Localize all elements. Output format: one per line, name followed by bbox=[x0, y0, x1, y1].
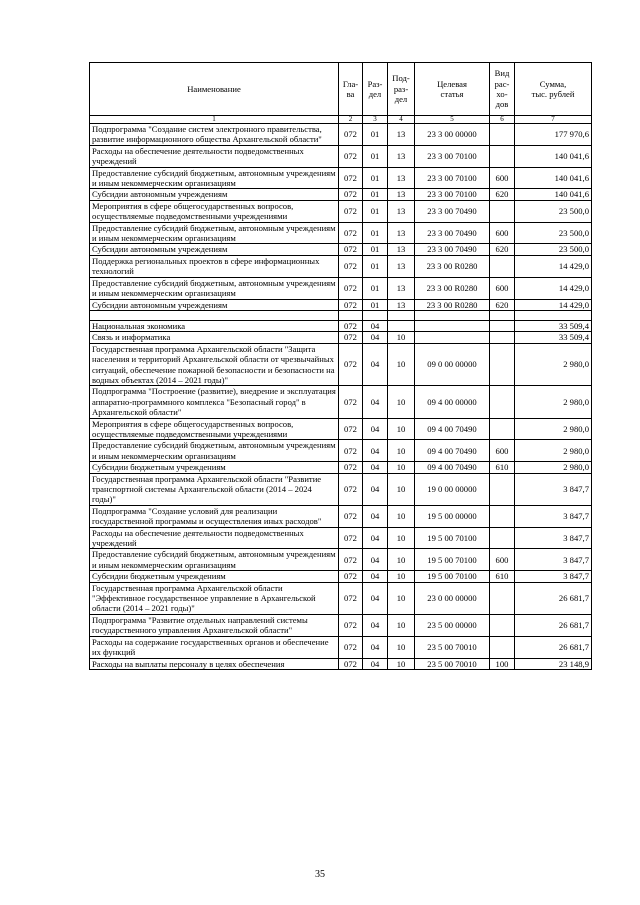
row-name: Предоставление субсидий бюджетным, автономным учреждениям и иным некоммерческим организациям bbox=[90, 167, 339, 189]
row-amount: 140 041,6 bbox=[515, 145, 592, 167]
row-name: Подпрограмма "Построение (развитие), внедрение и эксплуатация аппаратно-программного комплекса "Безопасный город" в Архангельской области" bbox=[90, 386, 339, 418]
row-amount: 3 847,7 bbox=[515, 549, 592, 571]
row-target: 23 5 00 00000 bbox=[415, 614, 490, 636]
row-expense-type bbox=[490, 200, 515, 222]
row-section bbox=[363, 310, 388, 320]
table-row bbox=[90, 189, 592, 200]
row-section: 04 bbox=[363, 582, 388, 614]
row-target: 23 3 00 R0280 bbox=[415, 299, 490, 310]
row-amount: 14 429,0 bbox=[515, 255, 592, 277]
table-row bbox=[90, 386, 592, 418]
row-amount: 2 980,0 bbox=[515, 418, 592, 440]
row-expense-type bbox=[490, 320, 515, 331]
table-row bbox=[90, 473, 592, 505]
row-chapter: 072 bbox=[339, 462, 363, 473]
header-section: Раз- дел bbox=[363, 63, 388, 116]
row-section: 01 bbox=[363, 299, 388, 310]
row-amount: 3 847,7 bbox=[515, 571, 592, 582]
row-expense-type bbox=[490, 386, 515, 418]
table-row bbox=[90, 277, 592, 299]
row-expense-type bbox=[490, 636, 515, 658]
row-name: Подпрограмма "Развитие отдельных направлений системы государственного управления Архангельской области" bbox=[90, 614, 339, 636]
row-section: 04 bbox=[363, 440, 388, 462]
table-row bbox=[90, 310, 592, 320]
row-section: 01 bbox=[363, 189, 388, 200]
row-chapter: 072 bbox=[339, 386, 363, 418]
column-number: 6 bbox=[490, 116, 515, 124]
row-name: Субсидии автономным учреждениям bbox=[90, 244, 339, 255]
row-section: 04 bbox=[363, 658, 388, 669]
row-expense-type: 620 bbox=[490, 299, 515, 310]
row-amount: 2 980,0 bbox=[515, 386, 592, 418]
header-name: Наименование bbox=[90, 63, 339, 116]
row-expense-type: 600 bbox=[490, 167, 515, 189]
row-chapter: 072 bbox=[339, 320, 363, 331]
row-subsection: 10 bbox=[388, 473, 415, 505]
column-number: 7 bbox=[515, 116, 592, 124]
row-chapter: 072 bbox=[339, 636, 363, 658]
row-subsection: 10 bbox=[388, 582, 415, 614]
row-target: 09 4 00 70490 bbox=[415, 418, 490, 440]
row-name: Субсидии автономным учреждениям bbox=[90, 299, 339, 310]
row-target bbox=[415, 310, 490, 320]
row-subsection: 10 bbox=[388, 462, 415, 473]
row-section: 04 bbox=[363, 505, 388, 527]
row-target: 09 4 00 00000 bbox=[415, 386, 490, 418]
row-section: 01 bbox=[363, 255, 388, 277]
column-number: 2 bbox=[339, 116, 363, 124]
table-row bbox=[90, 549, 592, 571]
column-number: 5 bbox=[415, 116, 490, 124]
row-name: Национальная экономика bbox=[90, 320, 339, 331]
row-subsection: 10 bbox=[388, 614, 415, 636]
row-amount: 26 681,7 bbox=[515, 614, 592, 636]
column-number: 3 bbox=[363, 116, 388, 124]
row-section: 01 bbox=[363, 145, 388, 167]
row-expense-type bbox=[490, 582, 515, 614]
row-section: 04 bbox=[363, 320, 388, 331]
row-amount: 26 681,7 bbox=[515, 582, 592, 614]
table-row bbox=[90, 658, 592, 669]
row-section: 04 bbox=[363, 636, 388, 658]
row-subsection: 13 bbox=[388, 145, 415, 167]
row-chapter bbox=[339, 310, 363, 320]
row-chapter: 072 bbox=[339, 189, 363, 200]
budget-table bbox=[89, 62, 592, 670]
row-amount: 33 509,4 bbox=[515, 332, 592, 343]
row-name: Расходы на обеспечение деятельности подведомственных учреждений bbox=[90, 145, 339, 167]
row-target: 23 3 00 70100 bbox=[415, 145, 490, 167]
row-target: 23 3 00 70490 bbox=[415, 200, 490, 222]
row-amount: 23 500,0 bbox=[515, 200, 592, 222]
header-chapter: Гла- ва bbox=[339, 63, 363, 116]
row-target: 23 0 00 00000 bbox=[415, 582, 490, 614]
row-amount: 3 847,7 bbox=[515, 505, 592, 527]
table-row bbox=[90, 255, 592, 277]
row-name: Подпрограмма "Создание условий для реализации государственной программы и осуществления иных расходов" bbox=[90, 505, 339, 527]
row-subsection: 10 bbox=[388, 658, 415, 669]
row-target bbox=[415, 332, 490, 343]
row-chapter: 072 bbox=[339, 124, 363, 146]
row-section: 01 bbox=[363, 222, 388, 244]
row-chapter: 072 bbox=[339, 527, 363, 549]
row-target: 19 5 00 70100 bbox=[415, 571, 490, 582]
table-row bbox=[90, 299, 592, 310]
row-section: 01 bbox=[363, 167, 388, 189]
row-target: 19 5 00 70100 bbox=[415, 549, 490, 571]
row-subsection: 10 bbox=[388, 418, 415, 440]
column-number-row bbox=[90, 116, 592, 124]
row-expense-type bbox=[490, 527, 515, 549]
row-name: Предоставление субсидий бюджетным, автономным учреждениям и иным некоммерческим организациям bbox=[90, 277, 339, 299]
row-name: Субсидии бюджетным учреждениям bbox=[90, 571, 339, 582]
row-expense-type: 600 bbox=[490, 277, 515, 299]
row-chapter: 072 bbox=[339, 200, 363, 222]
table-row bbox=[90, 343, 592, 386]
row-amount: 3 847,7 bbox=[515, 473, 592, 505]
row-name: Предоставление субсидий бюджетным, автономным учреждениям и иным некоммерческим организациям bbox=[90, 549, 339, 571]
table-row bbox=[90, 571, 592, 582]
table-row bbox=[90, 440, 592, 462]
row-chapter: 072 bbox=[339, 167, 363, 189]
row-chapter: 072 bbox=[339, 343, 363, 386]
row-target: 19 5 00 70100 bbox=[415, 527, 490, 549]
row-subsection: 13 bbox=[388, 255, 415, 277]
row-subsection: 13 bbox=[388, 167, 415, 189]
row-name: Расходы на обеспечение деятельности подведомственных учреждений bbox=[90, 527, 339, 549]
row-expense-type bbox=[490, 418, 515, 440]
row-section: 01 bbox=[363, 277, 388, 299]
table-row bbox=[90, 418, 592, 440]
row-section: 01 bbox=[363, 200, 388, 222]
header-row bbox=[90, 63, 592, 116]
row-subsection: 10 bbox=[388, 386, 415, 418]
row-amount: 26 681,7 bbox=[515, 636, 592, 658]
column-number: 1 bbox=[90, 116, 339, 124]
row-target: 23 3 00 R0280 bbox=[415, 255, 490, 277]
row-subsection: 13 bbox=[388, 222, 415, 244]
row-chapter: 072 bbox=[339, 658, 363, 669]
header-expense-type: Вид рас- хо- дов bbox=[490, 63, 515, 116]
row-subsection: 10 bbox=[388, 343, 415, 386]
row-amount bbox=[515, 310, 592, 320]
row-name bbox=[90, 310, 339, 320]
row-name: Расходы на содержание государственных органов и обеспечение их функций bbox=[90, 636, 339, 658]
table-row bbox=[90, 614, 592, 636]
row-expense-type: 620 bbox=[490, 244, 515, 255]
row-name: Мероприятия в сфере общегосударственных вопросов, осуществляемые подведомственными учреждениями bbox=[90, 418, 339, 440]
row-target: 23 3 00 70490 bbox=[415, 244, 490, 255]
row-subsection: 10 bbox=[388, 571, 415, 582]
row-amount: 23 148,9 bbox=[515, 658, 592, 669]
header-subsection: Под- раз- дел bbox=[388, 63, 415, 116]
row-name: Государственная программа Архангельской области "Защита населения и территорий Архангельской области от чрезвычайных ситуаций, обеспечение пожарной безопасности и безопасности на водных объектах (2014 – 2021 годы)" bbox=[90, 343, 339, 386]
row-subsection: 10 bbox=[388, 440, 415, 462]
row-amount: 14 429,0 bbox=[515, 277, 592, 299]
row-chapter: 072 bbox=[339, 614, 363, 636]
row-name: Государственная программа Архангельской области "Развитие транспортной системы Архангельской области (2014 – 2024 годы)" bbox=[90, 473, 339, 505]
row-target: 23 3 00 70100 bbox=[415, 167, 490, 189]
table-body bbox=[90, 124, 592, 670]
row-target: 09 4 00 70490 bbox=[415, 440, 490, 462]
row-expense-type: 600 bbox=[490, 549, 515, 571]
row-target: 19 0 00 00000 bbox=[415, 473, 490, 505]
table-row bbox=[90, 332, 592, 343]
row-subsection: 13 bbox=[388, 200, 415, 222]
row-chapter: 072 bbox=[339, 505, 363, 527]
column-number: 4 bbox=[388, 116, 415, 124]
row-chapter: 072 bbox=[339, 418, 363, 440]
table-row bbox=[90, 320, 592, 331]
row-target: 23 3 00 00000 bbox=[415, 124, 490, 146]
row-target: 23 5 00 70010 bbox=[415, 636, 490, 658]
row-chapter: 072 bbox=[339, 582, 363, 614]
row-subsection: 13 bbox=[388, 277, 415, 299]
row-amount: 2 980,0 bbox=[515, 440, 592, 462]
row-target: 23 3 00 70100 bbox=[415, 189, 490, 200]
row-section: 04 bbox=[363, 614, 388, 636]
row-name: Субсидии автономным учреждениям bbox=[90, 189, 339, 200]
row-amount: 14 429,0 bbox=[515, 299, 592, 310]
row-chapter: 072 bbox=[339, 255, 363, 277]
row-expense-type: 620 bbox=[490, 189, 515, 200]
header-target: Целевая статья bbox=[415, 63, 490, 116]
row-section: 04 bbox=[363, 386, 388, 418]
row-name: Подпрограмма "Создание систем электронного правительства, развитие информационного общества Архангельской области" bbox=[90, 124, 339, 146]
row-target: 09 4 00 70490 bbox=[415, 462, 490, 473]
row-chapter: 072 bbox=[339, 222, 363, 244]
row-target: 23 5 00 70010 bbox=[415, 658, 490, 669]
row-name: Расходы на выплаты персоналу в целях обеспечения bbox=[90, 658, 339, 669]
table-row bbox=[90, 167, 592, 189]
row-expense-type: 600 bbox=[490, 440, 515, 462]
table-row bbox=[90, 462, 592, 473]
row-amount: 140 041,6 bbox=[515, 189, 592, 200]
row-subsection bbox=[388, 320, 415, 331]
row-amount: 23 500,0 bbox=[515, 222, 592, 244]
row-section: 04 bbox=[363, 473, 388, 505]
row-chapter: 072 bbox=[339, 332, 363, 343]
row-section: 04 bbox=[363, 332, 388, 343]
row-expense-type bbox=[490, 343, 515, 386]
row-name: Мероприятия в сфере общегосударственных вопросов, осуществляемые подведомственными учреждениями bbox=[90, 200, 339, 222]
row-name: Связь и информатика bbox=[90, 332, 339, 343]
row-section: 04 bbox=[363, 549, 388, 571]
table-row bbox=[90, 527, 592, 549]
table-row bbox=[90, 200, 592, 222]
row-amount: 2 980,0 bbox=[515, 343, 592, 386]
row-amount: 23 500,0 bbox=[515, 244, 592, 255]
row-target bbox=[415, 320, 490, 331]
row-chapter: 072 bbox=[339, 440, 363, 462]
row-subsection: 10 bbox=[388, 636, 415, 658]
row-chapter: 072 bbox=[339, 299, 363, 310]
row-section: 04 bbox=[363, 462, 388, 473]
row-subsection: 10 bbox=[388, 527, 415, 549]
table-row bbox=[90, 244, 592, 255]
header-amount: Сумма, тыс. рублей bbox=[515, 63, 592, 116]
row-subsection: 13 bbox=[388, 189, 415, 200]
row-chapter: 072 bbox=[339, 571, 363, 582]
row-expense-type bbox=[490, 332, 515, 343]
row-name: Поддержка региональных проектов в сфере информационных технологий bbox=[90, 255, 339, 277]
row-chapter: 072 bbox=[339, 549, 363, 571]
row-subsection: 13 bbox=[388, 299, 415, 310]
row-expense-type bbox=[490, 614, 515, 636]
row-section: 04 bbox=[363, 418, 388, 440]
row-amount: 2 980,0 bbox=[515, 462, 592, 473]
row-target: 19 5 00 00000 bbox=[415, 505, 490, 527]
row-section: 01 bbox=[363, 244, 388, 255]
row-expense-type bbox=[490, 124, 515, 146]
row-target: 23 3 00 R0280 bbox=[415, 277, 490, 299]
row-section: 01 bbox=[363, 124, 388, 146]
row-amount: 177 970,6 bbox=[515, 124, 592, 146]
row-amount: 3 847,7 bbox=[515, 527, 592, 549]
row-amount: 33 509,4 bbox=[515, 320, 592, 331]
row-name: Предоставление субсидий бюджетным, автономным учреждениям и иным некоммерческим организациям bbox=[90, 440, 339, 462]
row-subsection: 10 bbox=[388, 549, 415, 571]
row-chapter: 072 bbox=[339, 277, 363, 299]
table-row bbox=[90, 505, 592, 527]
row-chapter: 072 bbox=[339, 145, 363, 167]
row-expense-type: 610 bbox=[490, 462, 515, 473]
row-expense-type bbox=[490, 145, 515, 167]
row-subsection: 10 bbox=[388, 505, 415, 527]
row-chapter: 072 bbox=[339, 244, 363, 255]
row-name: Государственная программа Архангельской области "Эффективное государственное управление в Архангельской области (2014 – 2021 годы)" bbox=[90, 582, 339, 614]
row-expense-type: 600 bbox=[490, 222, 515, 244]
row-expense-type bbox=[490, 473, 515, 505]
row-expense-type: 100 bbox=[490, 658, 515, 669]
table-row bbox=[90, 145, 592, 167]
row-expense-type bbox=[490, 310, 515, 320]
row-subsection: 13 bbox=[388, 244, 415, 255]
row-expense-type bbox=[490, 505, 515, 527]
row-name: Субсидии бюджетным учреждениям bbox=[90, 462, 339, 473]
row-amount: 140 041,6 bbox=[515, 167, 592, 189]
table-row bbox=[90, 636, 592, 658]
row-target: 09 0 00 00000 bbox=[415, 343, 490, 386]
row-section: 04 bbox=[363, 527, 388, 549]
table-row bbox=[90, 582, 592, 614]
table-row bbox=[90, 124, 592, 146]
row-expense-type: 610 bbox=[490, 571, 515, 582]
page-number: 35 bbox=[315, 869, 325, 880]
row-chapter: 072 bbox=[339, 473, 363, 505]
row-section: 04 bbox=[363, 571, 388, 582]
row-subsection: 13 bbox=[388, 124, 415, 146]
row-subsection: 10 bbox=[388, 332, 415, 343]
row-subsection bbox=[388, 310, 415, 320]
row-name: Предоставление субсидий бюджетным, автономным учреждениям и иным некоммерческим организациям bbox=[90, 222, 339, 244]
row-expense-type bbox=[490, 255, 515, 277]
row-section: 04 bbox=[363, 343, 388, 386]
table-row bbox=[90, 222, 592, 244]
row-target: 23 3 00 70490 bbox=[415, 222, 490, 244]
